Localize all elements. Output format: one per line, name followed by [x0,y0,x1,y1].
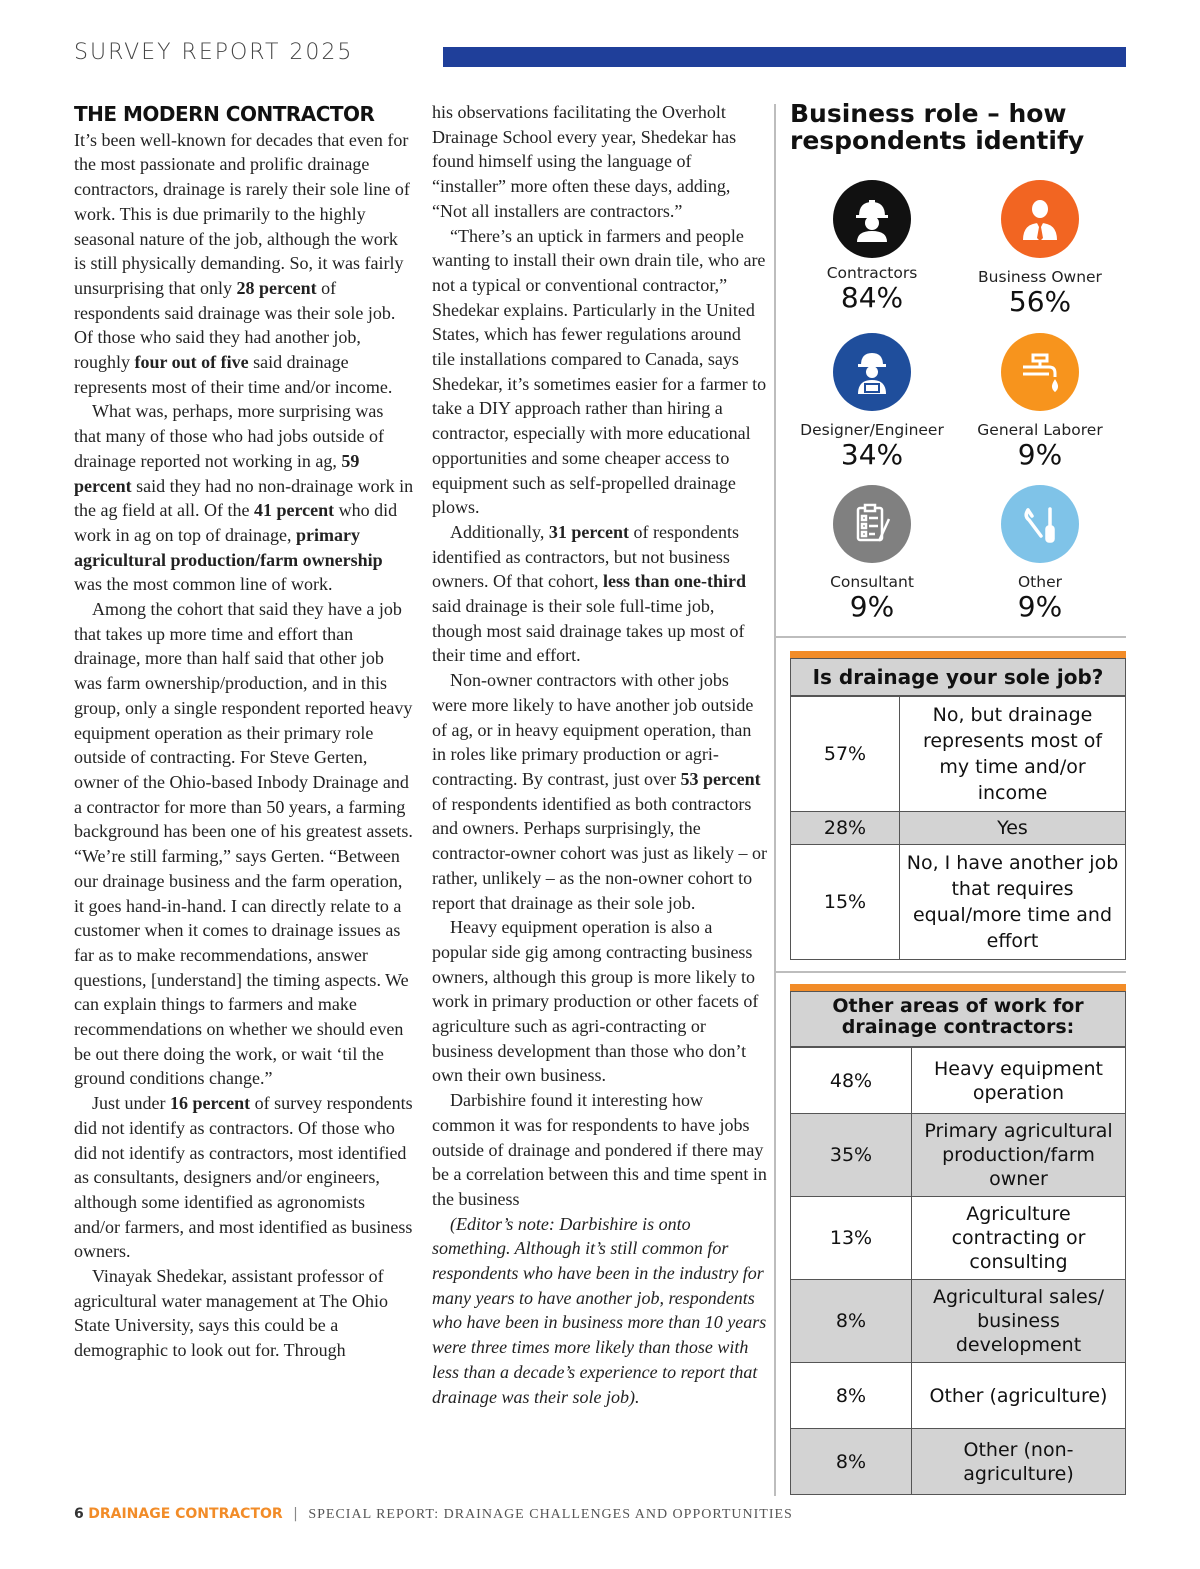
article-column-1-body [74,128,414,1363]
role-other [955,485,1125,623]
row-label: Heavy equipment operation [912,1048,1126,1114]
role-percent: 34% [840,438,904,471]
sidebar-rule-2 [774,971,1126,973]
sidebar-divider [774,104,776,1496]
role-general-laborer [955,333,1125,471]
role-label: Designer/Engineer [800,421,944,439]
article-paragraph: “There’s an uptick in farmers and people wanting to install their own drain tile, who are not a typical or conventional contractor,” Shedekar explains. Particularly in the United States, which has fewer regulations around tile installations compared to Canada, says Shedekar, it’s sometimes easier for a farmer to take a DIY approach rather than hiring a contractor, especially with more educational opportunities and some cheaper access to equipment such as self-propelled drainage plows. [432,225,767,518]
table-accent-bar [790,651,1126,658]
row-label: Agricultural sales/ business development [912,1280,1126,1363]
sole-job-rows [790,696,1126,960]
row-percent: 48% [791,1048,912,1114]
engineer-icon [833,333,911,411]
table-accent-bar [790,984,1126,991]
table-row [791,1280,1126,1363]
role-percent: 9% [1017,438,1063,471]
article-paragraph: his observations facilitating the Overholt Drainage School every year, Shedekar has found himself using the language of “installer” more often these days, adding, “Not all installers are contractors.” [432,102,737,221]
role-business-owner [955,180,1125,318]
businessman-icon [1001,180,1079,258]
row-label: Primary agricultural production/farm owner [912,1114,1126,1197]
row-percent: 8% [791,1429,912,1495]
section-name: SPECIAL REPORT: DRAINAGE CHALLENGES AND OPPORTUNITIES [308,1507,793,1522]
article-paragraph: Heavy equipment operation is also a popular side gig among contracting business owners, although this group is more likely to work in primary production or other facets of agriculture such as agri-contracting or business development than those who don’t own their own business. [432,917,759,1086]
role-consultant [787,485,957,623]
footer-separator: | [293,1506,298,1522]
article-paragraph: Vinayak Shedekar, assistant professor of agricultural water management at The Ohio State University, says this could be a demographic to look out for. Through [74,1266,389,1361]
business-role-title: Business role – how respondents identify [790,99,1085,155]
role-percent: 84% [840,281,904,314]
row-percent: 15% [791,845,900,960]
role-percent: 9% [1017,590,1063,623]
table-row [791,1429,1126,1495]
article-paragraph: Non-owner contractors with other jobs were more likely to have another job outside of ag, or in heavy equipment operation, than in roles like primary production or agri-contracting. By contrast, just over 53 percent of respondents identified as both contractors and owners. Perhaps surprisingly, the contractor-owner cohort was just as likely – or rather, unlikely – as the non-owner cohort to report that drainage as their sole job. [432,670,768,913]
sole-job-title: Is drainage your sole job? [790,658,1126,696]
clipboard-checklist-icon [833,485,911,563]
row-percent: 35% [791,1114,912,1197]
role-designer-engineer [787,333,957,471]
row-percent: 57% [791,697,900,812]
report-header-title: SURVEY REPORT 2025 [74,40,354,65]
table-row [791,1114,1126,1197]
row-label: Yes [900,812,1126,845]
other-work-table [790,984,1126,1495]
row-label: Other (agriculture) [912,1363,1126,1429]
article-heading: THE MODERN CONTRACTOR [74,102,375,126]
page-number: 6 [74,1506,84,1522]
role-percent: 9% [849,590,895,623]
table-row [791,845,1126,960]
magazine-name: DRAINAGE CONTRACTOR [88,1506,283,1522]
article-column-2-body [432,100,768,1409]
row-percent: 28% [791,812,900,845]
faucet-icon [1001,333,1079,411]
table-row [791,812,1126,845]
role-label: Other [1017,573,1062,591]
tools-icon [1001,485,1079,563]
sole-job-table [790,651,1126,960]
table-row [791,697,1126,812]
role-label: Consultant [830,573,914,591]
table-row [791,1197,1126,1280]
row-label: No, but drainage represents most of my time and/or income [900,697,1126,812]
article-paragraph: (Editor’s note: Darbishire is onto something. Although it’s still common for respondents who have been in the industry for many years to have another job, respondents who have been in business more than 10 years were three times more likely than those with less than a decade’s experience to report that drainage was their sole job). [432,1213,767,1407]
row-percent: 8% [791,1363,912,1429]
article-paragraph: Additionally, 31 percent of respondents identified as contractors, but not business owners. Of that cohort, less than one-third said drainage is their sole full-time job, though most said drainage takes up most of their time and effort. [432,521,746,666]
article-column-2 [432,100,768,1409]
role-label: Contractors [826,264,918,282]
role-label: Business Owner [978,268,1102,286]
article-paragraph: What was, perhaps, more surprising was that many of those who had jobs outside of drainage reported not working in ag, 59 percent said they had no non-drainage work in the ag field at all. Of the 41 percent who did work in ag on top of drainage, primary agricultural production/farm ownership was the most common line of work. [74,401,414,595]
other-work-title: Other areas of work for drainage contractors: [790,991,1126,1047]
page-footer [74,1506,793,1523]
row-label: Other (non-agriculture) [912,1429,1126,1495]
article-paragraph: It’s been well-known for decades that even for the most passionate and prolific drainage contractors, drainage is rarely their sole line of work. This is due primarily to the highly seasonal nature of the job, although the work is still physically demanding. So, it was fairly unsurprising that only 28 percent of respondents said drainage was their sole job. Of those who said they had another job, roughly four out of five said drainage represents most of their time and/or income. [74,129,410,397]
table-row [791,1363,1126,1429]
role-contractors [787,180,957,314]
article-column-1 [74,100,414,1363]
table-row [791,1048,1126,1114]
role-label: General Laborer [977,421,1103,439]
row-percent: 8% [791,1280,912,1363]
article-paragraph: Just under 16 percent of survey respondents did not identify as contractors. Of those who did not identify as contractors, most identified as consultants, designers and/or engineers, although some identified as agronomists and/or farmers, and most identified as business owners. [74,1093,413,1262]
role-percent: 56% [1008,285,1072,318]
header-accent-bar [443,47,1126,67]
row-label: No, I have another job that requires equal/more time and effort [900,845,1126,960]
row-label: Agriculture contracting or consulting [912,1197,1126,1280]
other-work-rows [790,1047,1126,1495]
hard-hat-worker-icon [833,180,911,258]
row-percent: 13% [791,1197,912,1280]
article-paragraph: Darbishire found it interesting how common it was for respondents to have jobs outside of drainage and pondered if there may be a correlation between this and time spent in the business [432,1090,767,1209]
article-paragraph: Among the cohort that said they have a job that takes up more time and effort than drainage, more than half said that other job was farm ownership/production, and in this group, only a single respondent reported heavy equipment operation as their primary role outside of contracting. For Steve Gerten, owner of the Ohio-based Inbody Drainage and a contractor for more than 50 years, a farming background has been one of his greatest assets. “We’re still farming,” says Gerten. “Between our drainage business and the farm operation, it goes hand-in-hand. I can directly relate to a customer when it comes to drainage issues as far as to make recommendations, answer questions, [understand] the timing aspects. We can explain things to farmers and make recommendations on whether we should even be out there doing the work, or wait ‘til the ground conditions change.” [74,599,413,1089]
sidebar-rule-1 [774,636,1126,638]
